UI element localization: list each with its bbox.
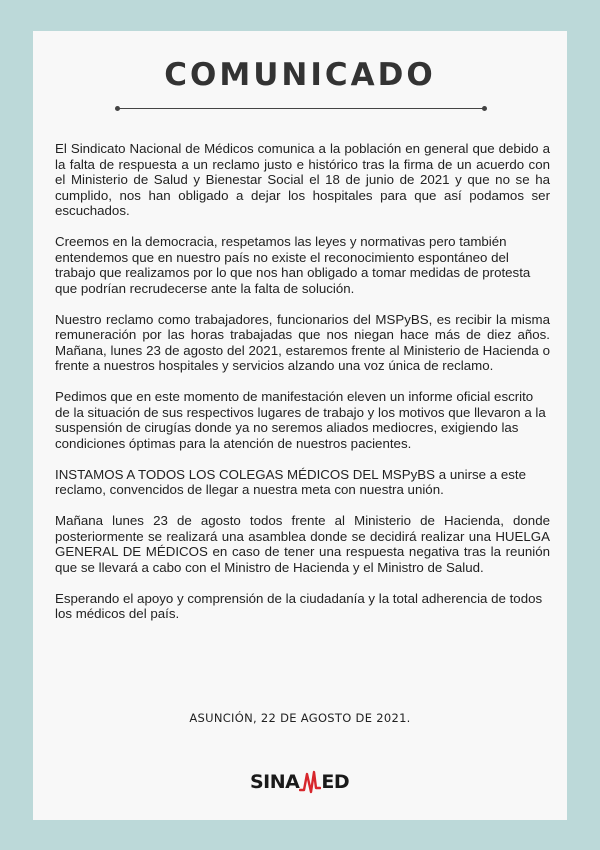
statement-body <box>55 141 550 637</box>
paragraph-7: Esperando el apoyo y comprensión de la ciudadanía y la total adherencia de todos los médicos del país. <box>55 590 543 621</box>
page-title: COMUNICADO <box>164 57 436 93</box>
paragraph-1: El Sindicato Nacional de Médicos comunica a la población en general que debido a la falta de respuesta a un reclamo justo e histórico tras la firma de un acuerdo con el Ministerio de Salud y Bienestar Social el 18 de junio de 2021 y que no se ha cumplido, nos han obligado a dejar los hospitales para que así podamos ser escuchados. <box>55 141 550 218</box>
paragraph-3: Nuestro reclamo como trabajadores, funcionarios del MSPyBS, es recibir la misma remuneración por las horas trabajadas que nos niegan hace más de diez años. Mañana, lunes 23 de agosto del 2021, estaremos frente al Ministerio de Hacienda o frente a nuestros hospitales y servicios alzando una voz única de reclamo. <box>55 311 550 373</box>
paragraph-2: Creemos en la democracia, respetamos las leyes y normativas pero también entendemos que en nuestro país no existe el reconocimiento espontáneo del trabajo que realizamos por lo que nos han obligado a tomar medidas de protesta que podrían recrudecerse ante la falta de solución. <box>55 234 531 296</box>
place-and-date: ASUNCIÓN, 22 DE AGOSTO DE 2021. <box>189 711 411 725</box>
sinamed-logo <box>250 769 350 795</box>
heartbeat-m-icon <box>299 770 321 794</box>
divider-dot-left <box>115 106 120 111</box>
title-divider <box>117 108 485 109</box>
paragraph-4: Pedimos que en este momento de manifestación eleven un informe oficial escrito de la situación de sus respectivos lugares de trabajo y los motivos que llevaron a la suspensión de cirugías donde ya no seremos aliados mediocres, exigiendo las condiciones óptimas para la atención de nuestros pacientes. <box>55 389 546 451</box>
logo-text-right: ED <box>321 771 350 793</box>
paragraph-6: Mañana lunes 23 de agosto todos frente al Ministerio de Hacienda, donde posteriormente se realizará una asamblea donde se decidirá realizar una HUELGA GENERAL DE MÉDICOS en caso de tener una respuesta negativa tras la reunión que se llevará a cabo con el Ministro de Hacienda y el Ministro de Salud. <box>55 513 550 575</box>
divider-dot-right <box>482 106 487 111</box>
paragraph-5: INSTAMOS A TODOS LOS COLEGAS MÉDICOS DEL MSPyBS a unirse a este reclamo, convencidos de llegar a nuestra meta con nuestra unión. <box>55 466 526 497</box>
logo-text-left: SINA <box>250 771 300 793</box>
document-sheet <box>33 31 567 820</box>
